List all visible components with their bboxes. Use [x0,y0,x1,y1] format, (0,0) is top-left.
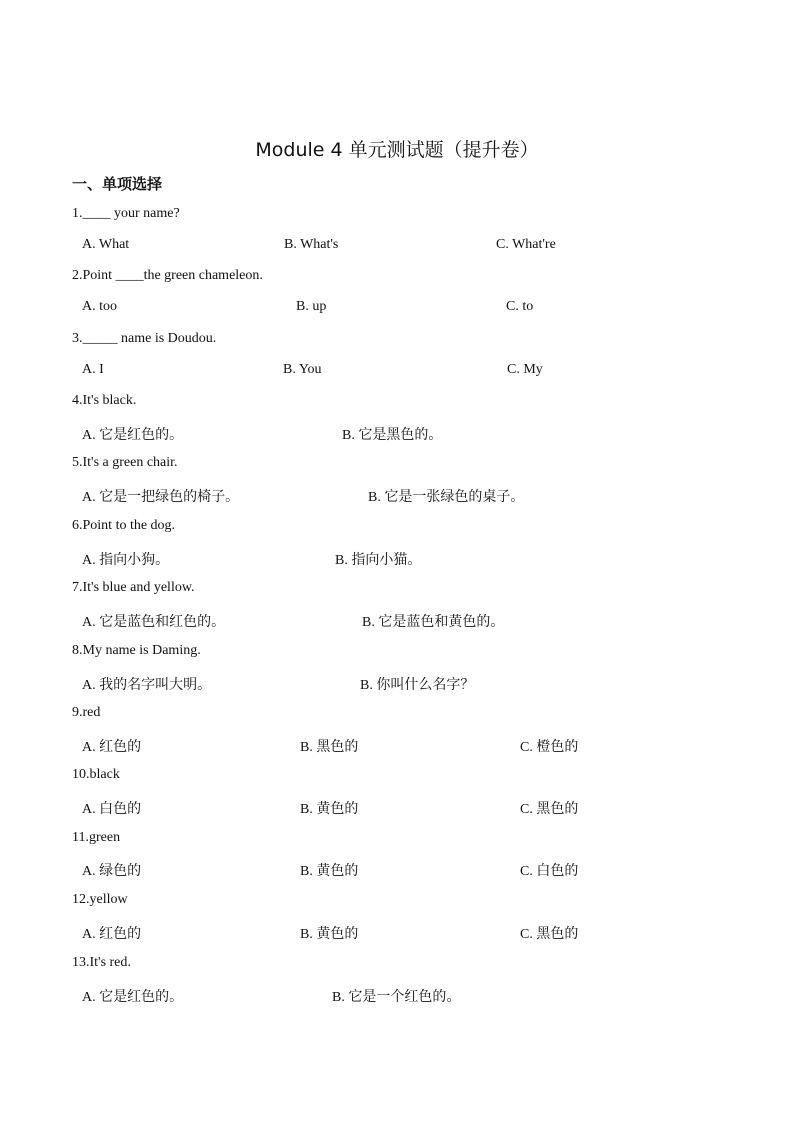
option-row [82,923,722,945]
option-row [82,299,722,321]
question-stem: 7.It's blue and yellow. [72,580,195,595]
question-stem: 1.____ your name? [72,206,180,221]
question-stem: 13.It's red. [72,955,131,970]
question-stem: 4.It's black. [72,393,137,408]
option-a[interactable]: A. What [82,237,130,252]
option-c[interactable]: C. 黑色的 [520,802,579,817]
option-b[interactable]: B. You [283,362,322,377]
option-a[interactable]: A. 指向小狗。 [82,553,170,568]
option-c[interactable]: C. My [507,362,543,377]
option-row [82,424,722,446]
option-b[interactable]: B. 它是一个红色的。 [332,990,461,1005]
option-b[interactable]: B. 黑色的 [300,740,359,755]
option-a[interactable]: A. 它是红色的。 [82,428,184,443]
option-b[interactable]: B. 黄色的 [300,864,359,879]
option-a[interactable]: A. 白色的 [82,802,142,817]
option-b[interactable]: B. 它是一张绿色的桌子。 [368,490,525,505]
option-b[interactable]: B. 它是黑色的。 [342,428,443,443]
option-c[interactable]: C. What're [496,237,556,252]
option-a[interactable]: A. 它是蓝色和红色的。 [82,615,226,630]
question-stem: 3._____ name is Doudou. [72,331,217,346]
option-row [82,736,722,758]
option-c[interactable]: C. to [506,299,534,314]
section-heading: 一、单项选择 [72,175,163,193]
option-row [82,986,722,1008]
option-b[interactable]: B. 指向小猫。 [335,553,422,568]
question-stem: 6.Point to the dog. [72,518,176,533]
option-b[interactable]: B. 黄色的 [300,927,359,942]
option-c[interactable]: C. 橙色的 [520,740,579,755]
option-a[interactable]: A. 它是一把绿色的椅子。 [82,490,240,505]
option-a[interactable]: A. 我的名字叫大明。 [82,678,212,693]
option-b[interactable]: B. 你叫什么名字？ [360,678,475,693]
question-stem: 8.My name is Daming. [72,643,201,658]
option-row [82,362,722,384]
option-a[interactable]: A. I [82,362,104,377]
option-b[interactable]: B. What's [284,237,339,252]
option-a[interactable]: A. 它是红色的。 [82,990,184,1005]
option-row [82,798,722,820]
question-stem: 2.Point ____the green chameleon. [72,268,263,283]
option-row [82,611,722,633]
question-stem: 5.It's a green chair. [72,455,178,470]
option-row [82,486,722,508]
option-row [82,549,722,571]
option-row [82,674,722,696]
question-stem: 9.red [72,705,101,720]
option-b[interactable]: B. 它是蓝色和黄色的。 [362,615,505,630]
option-c[interactable]: C. 黑色的 [520,927,579,942]
option-row [82,860,722,882]
question-stem: 10.black [72,767,120,782]
question-stem: 11.green [72,830,121,845]
option-a[interactable]: A. too [82,299,117,314]
option-a[interactable]: A. 红色的 [82,740,142,755]
option-c[interactable]: C. 白色的 [520,864,579,879]
option-b[interactable]: B. 黄色的 [300,802,359,817]
question-stem: 12.yellow [72,892,128,907]
option-a[interactable]: A. 绿色的 [82,864,142,879]
option-b[interactable]: B. up [296,299,327,314]
page-title: Module 4 单元测试题（提升卷） [255,139,539,161]
option-row [82,237,722,259]
option-a[interactable]: A. 红色的 [82,927,142,942]
